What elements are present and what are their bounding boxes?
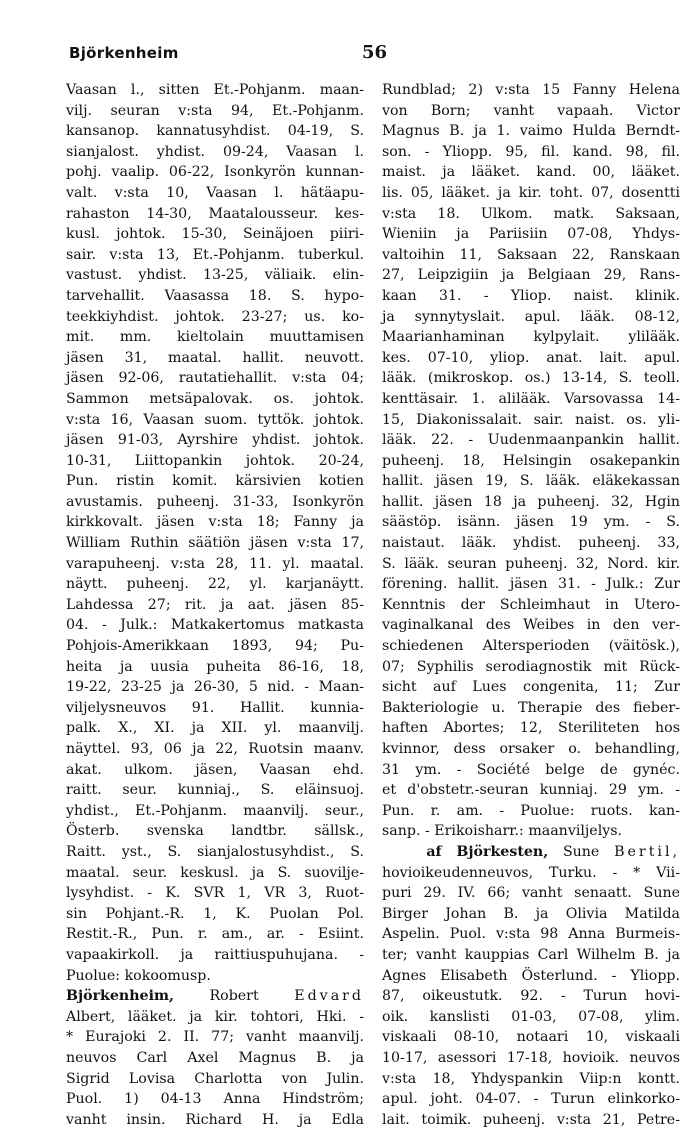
text-line: lääk. (mikroskop. os.) 13-14, S. teoll. <box>382 370 680 387</box>
text-line: puheenj. 18, Helsingin osakepankin <box>382 452 680 469</box>
text-line: puri 29. IV. 66; vanht senaatt. Sune <box>382 885 680 902</box>
right-continuation-text <box>382 80 680 842</box>
entry-given-name: Robert <box>209 988 259 1005</box>
text-line: 07; Syphilis serodiagnostik mit Rück- <box>382 658 680 675</box>
text-line: teekkiyhdist. johtok. 23-27; us. ko- <box>66 308 364 325</box>
text-line: palk. X., XI. ja XII. yl. maanvilj. <box>66 720 364 737</box>
text-line: Maarianhaminan kylpylait. ylilääk. <box>382 329 680 346</box>
text-line: kansanop. kannatusyhdist. 04-19, S. <box>66 123 364 140</box>
text-line: varapuheenj. v:sta 28, 11. yl. maatal. <box>66 555 364 572</box>
entry-given-name: Sune <box>562 843 600 860</box>
left-column <box>66 80 364 1130</box>
text-line: Magnus B. ja 1. vaimo Hulda Berndt- <box>382 123 680 140</box>
text-line: v:sta 18. Ulkom. matk. Saksaan, <box>382 205 680 222</box>
text-line: sicht auf Lues congenita, 11; Zur <box>382 679 680 696</box>
text-line: 04. - Julk.: Matkakertomus matkasta <box>66 617 364 634</box>
text-line: pohj. vaalip. 06-22, Isonkyrön kunnan- <box>66 164 364 181</box>
text-line: näyttel. 93, 06 ja 22, Ruotsin maanv. <box>66 741 364 757</box>
text-line: kvinnor, dess orsaker o. behandling, <box>382 741 680 757</box>
text-line: Puol. 1) 04-13 Anna Hindström; <box>66 1091 364 1108</box>
text-line: von Born; vanht vapaah. Victor <box>382 102 680 119</box>
text-line: vilj. seuran v:sta 94, Et.-Pohjanm. <box>66 102 364 119</box>
text-line: Kenntnis der Schleimhaut in Utero- <box>382 596 680 613</box>
entry-particle: af <box>426 843 442 860</box>
text-line: haften Abortes; 12, Steriliteten hos <box>382 720 680 737</box>
left-entry-text <box>66 1007 364 1130</box>
text-line: hallit. jäsen 19, S. lääk. eläkekassan <box>382 473 680 490</box>
text-line: apul. joht. 04-07. - Turun elinkorko- <box>382 1091 680 1108</box>
text-line: jäsen 91-03, Ayrshire yhdist. johtok. <box>66 432 364 449</box>
text-line: tarvehallit. Vaasassa 18. S. hypo- <box>66 287 364 304</box>
text-line: naistaut. lääk. yhdist. puheenj. 33, <box>382 535 680 552</box>
text-line: oik. kanslisti 01-03, 07-08, ylim. <box>382 1008 680 1025</box>
text-line: akat. ulkom. jäsen, Vaasan ehd. <box>66 761 364 778</box>
text-line: rahaston 14-30, Maatalousseur. kes- <box>66 205 364 222</box>
text-line: v:sta 16, Vaasan suom. tyttök. johtok. <box>66 411 364 428</box>
text-line: valtoihin 11, Saksaan 22, Ranskaan <box>382 246 680 263</box>
right-entry-text <box>382 863 680 1130</box>
text-line: mit. mm. kieltolain muuttamisen <box>66 329 364 346</box>
text-line: Aspelin. Puol. v:sta 98 Anna Burmeis- <box>382 926 680 943</box>
text-line: 10-31, Liittopankin johtok. 20-24, <box>66 452 364 469</box>
entry-heading-bjorkenheim-robert <box>66 986 364 1007</box>
text-line: lait. toimik. puheenj. v:sta 21, Petre- <box>382 1111 680 1128</box>
text-line: Bakteriologie u. Therapie des fieber- <box>382 699 680 716</box>
text-line: 87, oikeustutk. 92. - Turun hovi- <box>382 988 680 1005</box>
text-line: valt. v:sta 10, Vaasan l. hätäapu- <box>66 184 364 201</box>
text-line: hovioikeudenneuvos, Turku. - * Vii- <box>382 864 680 881</box>
text-line: sanp. - Erikoisharr.: maanviljelys. <box>382 823 623 840</box>
text-line: kes. 07-10, yliop. anat. lait. apul. <box>382 349 680 366</box>
text-line: kaan 31. - Yliop. naist. klinik. <box>382 287 680 304</box>
text-line: sair. v:sta 13, Et.-Pohjanm. tuberkul. <box>66 246 364 263</box>
entry-spaced-name: Edvard <box>294 988 365 1005</box>
text-line: et d'obstetr.-seuran kunniaj. 29 ym. - <box>382 782 680 799</box>
text-line: kenttäsair. 1. alilääk. Varsovassa 14- <box>382 390 680 407</box>
text-line: ter; vanht kauppias Carl Wilhelm B. ja <box>382 946 680 963</box>
text-line: lysyhdist. - K. SVR 1, VR 3, Ruot- <box>66 885 364 902</box>
text-line: vaginalkanal des Weibes in den ver- <box>382 617 680 634</box>
text-line: Österb. svenska landtbr. sällsk., <box>66 823 364 840</box>
text-line: avustamis. puheenj. 31-33, Isonkyrön <box>66 493 364 510</box>
text-line: Pun. r. am. - Puolue: ruots. kan- <box>382 802 680 819</box>
text-line: Lahdessa 27; rit. ja aat. jäsen 85- <box>66 596 364 613</box>
text-line: ja synnytyslait. apul. lääk. 08-12, <box>382 308 680 325</box>
page-number: 56 <box>362 42 388 63</box>
text-line: 15, Diakonissalait. sair. naist. os. yli- <box>382 411 680 428</box>
text-line: William Ruthin säätiön jäsen v:sta 17, <box>66 535 364 552</box>
text-line: * Eurajoki 2. II. 77; vanht maanvilj. <box>66 1029 364 1046</box>
text-line: v:sta 18, Yhdyspankin Viip:n kontt. <box>382 1070 680 1087</box>
text-line: hallit. jäsen 18 ja puheenj. 32, Hgin <box>382 493 680 510</box>
text-line: Rundblad; 2) v:sta 15 Fanny Helena <box>382 82 680 98</box>
text-line: son. - Yliopp. 95, fil. kand. 98, fil. <box>382 143 680 160</box>
text-line: Restit.-R., Pun. r. am., ar. - Esiint. <box>66 926 364 943</box>
text-line: Puolue: kokoomusp. <box>66 967 211 984</box>
text-line: schiedenen Altersperioden (väitösk.), <box>382 638 680 655</box>
text-line: viskaali 08-10, notaari 10, viskaali <box>382 1029 680 1046</box>
text-line: raitt. seur. kunniaj., S. eläinsuoj. <box>66 782 364 799</box>
running-head: Björkenheim <box>69 44 179 62</box>
text-line: Sigrid Lovisa Charlotta von Julin. <box>66 1070 364 1087</box>
left-continuation-text <box>66 80 364 986</box>
entry-headword: Björkenheim, <box>66 988 174 1005</box>
text-line: 31 ym. - Société belge de gynéc. <box>382 761 680 778</box>
text-line: jäsen 31, maatal. hallit. neuvott. <box>66 349 364 366</box>
entry-spaced-name: Bertil, <box>614 843 680 860</box>
text-line: vastust. yhdist. 13-25, väliaik. elin- <box>66 267 364 284</box>
text-line: vanht insin. Richard H. ja Edla <box>66 1111 364 1128</box>
text-line: Albert, lääket. ja kir. tohtori, Hki. - <box>66 1008 364 1025</box>
text-line: näytt. puheenj. 22, yl. karjanäytt. <box>66 576 364 593</box>
text-line: lääk. 22. - Uudenmaanpankin hallit. <box>382 432 680 449</box>
text-line: yhdist., Et.-Pohjanm. maanvilj. seur., <box>66 802 364 819</box>
entry-heading-af-bjorkesten <box>382 842 680 863</box>
text-line: Raitt. yst., S. sianjalostusyhdist., S. <box>66 843 364 860</box>
text-line: maatal. seur. keskusl. ja S. suovilje- <box>66 864 364 881</box>
text-line: maist. ja lääket. kand. 00, lääket. <box>382 164 680 181</box>
text-line: kusl. johtok. 15-30, Seinäjoen piiri- <box>66 226 364 243</box>
text-line: heita ja uusia puheita 86-16, 18, <box>66 658 364 675</box>
text-line: 27, Leipzigiin ja Belgiaan 29, Rans- <box>382 267 680 284</box>
text-line: sianjalost. yhdist. 09-24, Vaasan l. <box>66 143 364 160</box>
text-line: 10-17, asessori 17-18, hovioik. neuvos <box>382 1049 680 1066</box>
text-line: viljelysneuvos 91. Hallit. kunnia- <box>66 699 364 716</box>
text-line: lis. 05, lääket. ja kir. toht. 07, dosentti <box>382 184 680 201</box>
text-line: Pohjois-Amerikkaan 1893, 94; Pu- <box>66 638 364 655</box>
page-header <box>0 44 696 74</box>
text-line: sin Pohjant.-R. 1, K. Puolan Pol. <box>66 905 364 922</box>
text-line: Agnes Elisabeth Österlund. - Yliopp. <box>382 967 680 984</box>
text-line: Sammon metsäpalovak. os. johtok. <box>66 390 364 407</box>
text-line: Pun. ristin komit. kärsivien kotien <box>66 473 364 490</box>
text-line: 19-22, 23-25 ja 26-30, 5 nid. - Maan- <box>66 679 364 696</box>
text-line: Wieniin ja Pariisiin 07-08, Yhdys- <box>382 226 680 243</box>
text-line: kirkkovalt. jäsen v:sta 18; Fanny ja <box>66 514 364 531</box>
text-line: Vaasan l., sitten Et.-Pohjanm. maan- <box>66 82 364 98</box>
text-line: Birger Johan B. ja Olivia Matilda <box>382 905 680 922</box>
text-line: förening. hallit. jäsen 31. - Julk.: Zur <box>382 576 680 593</box>
text-line: jäsen 92-06, rautatiehallit. v:sta 04; <box>66 370 364 387</box>
text-line: vapaakirkoll. ja raittiuspuhujana. - <box>66 946 364 963</box>
text-line: säästöp. isänn. jäsen 19 ym. - S. <box>382 514 680 531</box>
text-line: neuvos Carl Axel Magnus B. ja <box>66 1049 364 1066</box>
right-column <box>382 80 680 1130</box>
text-line: S. lääk. seuran puheenj. 32, Nord. kir. <box>382 555 680 572</box>
entry-headword: Björkesten, <box>456 843 549 860</box>
